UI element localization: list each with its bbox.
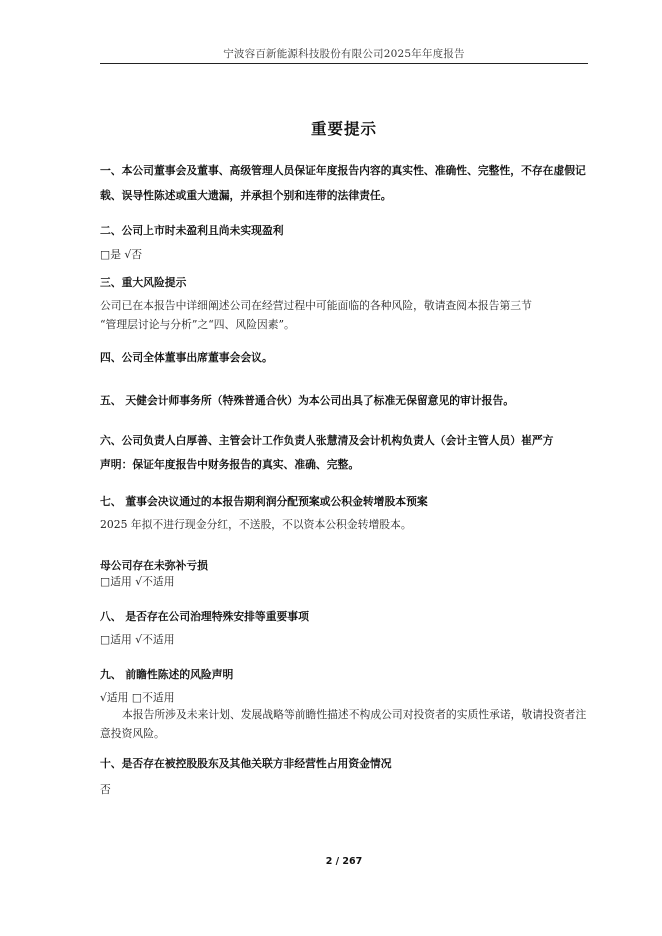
item-3-body-line-2: “管理层讨论与分析”之“四、风险因素”。 [100,318,295,331]
item-6-line-1: 六、公司负责人白厚善、主管会计工作负责人张慧清及会计机构负责人（会计主管人员）崔严方 [100,434,554,447]
page-number: 2 / 267 [325,856,363,867]
item-10-body: 否 [100,783,111,796]
item-6-line-2: 声明：保证年度报告中财务报告的真实、准确、完整。 [100,458,360,471]
page-title: 重要提示 [310,120,377,138]
parent-loss-heading: 母公司存在未弥补亏损 [100,559,208,572]
item-2-options: □是 √否 [100,248,143,261]
item-5-statement: 五、 天健会计师事务所（特殊普通合伙）为本公司出具了标准无保留意见的审计报告。 [100,394,515,407]
item-9-heading: 九、 前瞻性陈述的风险声明 [100,668,234,681]
item-1-statement: 一、本公司董事会及董事、高级管理人员保证年度报告内容的真实性、准确性、完整性，不存在虚假记载、误导性陈述或重大遗漏，并承担个别和连带的法律责任。 [100,164,586,202]
item-8-options: □适用 √不适用 [100,633,175,646]
item-3-body-line-1: 公司已在本报告中详细阐述公司在经营过程中可能面临的各种风险，敬请查阅本报告第三节 [100,299,532,312]
item-9-options: √适用 □不适用 [100,691,175,704]
header-divider [100,63,588,64]
running-header: 宁波容百新能源科技股份有限公司2025年年度报告 [223,48,465,60]
item-3-heading: 三、重大风险提示 [100,276,187,289]
item-7-body: 2025 年拟不进行现金分红，不送股，不以资本公积金转增股本。 [100,518,412,531]
item-7-heading: 七、 董事会决议通过的本报告期利润分配预案或公积金转增股本预案 [100,495,428,508]
item-10-heading: 十、是否存在被控股股东及其他关联方非经营性占用资金情况 [100,757,392,770]
item-8-heading: 八、 是否存在公司治理特殊安排等重要事项 [100,610,309,623]
parent-loss-options: □适用 √不适用 [100,575,175,588]
item-9-body: 本报告所涉及未来计划、发展战略等前瞻性描述不构成公司对投资者的实质性承诺，敬请投资者注意投资风险。 [100,708,587,740]
item-4-statement: 四、公司全体董事出席董事会会议。 [100,351,273,364]
item-2-heading: 二、公司上市时未盈利且尚未实现盈利 [100,224,284,237]
